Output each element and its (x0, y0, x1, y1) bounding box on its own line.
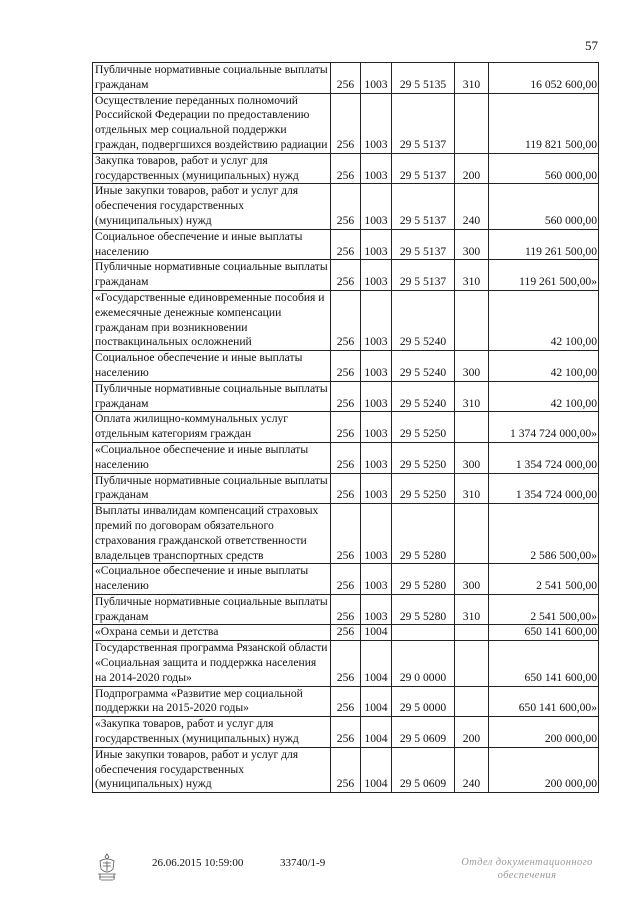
expense-type-cell (455, 641, 489, 686)
table-row (93, 717, 599, 748)
expense-type-cell: 310 (455, 594, 489, 625)
amount-cell: 1 374 724 000,00» (489, 412, 599, 443)
target-article-cell: 29 5 0609 (392, 747, 455, 792)
department-code-cell: 256 (331, 473, 361, 504)
expense-type-cell: 240 (455, 747, 489, 792)
item-name-cell: Публичные нормативные социальные выплаты гражданам (93, 473, 331, 504)
item-name-cell: «Закупка товаров, работ и услуг для государственных (муниципальных) нужд (93, 717, 331, 748)
section-code-cell: 1003 (361, 504, 392, 564)
target-article-cell: 29 5 5240 (392, 351, 455, 382)
amount-cell: 560 000,00 (489, 153, 599, 184)
section-code-cell: 1004 (361, 686, 392, 717)
section-code-cell: 1003 (361, 153, 392, 184)
table-row (93, 184, 599, 229)
amount-cell: 200 000,00 (489, 747, 599, 792)
stamp-line-2: обеспечения (497, 870, 557, 881)
table-row (93, 641, 599, 686)
target-article-cell: 29 5 5137 (392, 153, 455, 184)
table-row (93, 564, 599, 595)
amount-cell: 2 541 500,00 (489, 564, 599, 595)
item-name-cell: Осуществление переданных полномочий Российской Федерации по предоставлению отдельных мер социальной поддержки граждан, подвергшихся воздействию радиации (93, 93, 331, 153)
section-code-cell: 1003 (361, 351, 392, 382)
table-row (93, 290, 599, 350)
department-code-cell: 256 (331, 412, 361, 443)
expense-type-cell: 200 (455, 153, 489, 184)
department-code-cell: 256 (331, 504, 361, 564)
amount-cell: 1 354 724 000,00 (489, 442, 599, 473)
item-name-cell: Оплата жилищно-коммунальных услуг отдельным категориям граждан (93, 412, 331, 443)
expense-type-cell: 300 (455, 442, 489, 473)
expense-type-cell (455, 412, 489, 443)
table-row (93, 473, 599, 504)
department-code-cell: 256 (331, 594, 361, 625)
expense-type-cell: 310 (455, 381, 489, 412)
table-row (93, 747, 599, 792)
department-code-cell: 256 (331, 641, 361, 686)
item-name-cell: Публичные нормативные социальные выплаты гражданам (93, 63, 331, 94)
coat-of-arms-icon (96, 852, 118, 882)
section-code-cell: 1003 (361, 260, 392, 291)
table-row (93, 153, 599, 184)
expense-type-cell: 300 (455, 564, 489, 595)
department-code-cell: 256 (331, 717, 361, 748)
target-article-cell (392, 625, 455, 641)
target-article-cell: 29 5 5280 (392, 594, 455, 625)
expense-type-cell (455, 290, 489, 350)
amount-cell: 119 261 500,00 (489, 229, 599, 260)
department-code-cell: 256 (331, 260, 361, 291)
footer-datetime: 26.06.2015 10:59:00 (152, 857, 244, 869)
expense-type-cell: 300 (455, 229, 489, 260)
amount-cell: 650 141 600,00» (489, 686, 599, 717)
department-code-cell: 256 (331, 229, 361, 260)
item-name-cell: «Социальное обеспечение и иные выплаты населению (93, 564, 331, 595)
item-name-cell: Подпрограмма «Развитие мер социальной поддержки на 2015-2020 годы» (93, 686, 331, 717)
section-code-cell: 1003 (361, 63, 392, 94)
expense-type-cell (455, 504, 489, 564)
footer (0, 854, 640, 894)
target-article-cell: 29 5 5135 (392, 63, 455, 94)
amount-cell: 119 821 500,00 (489, 93, 599, 153)
item-name-cell: Публичные нормативные социальные выплаты гражданам (93, 381, 331, 412)
target-article-cell: 29 5 5250 (392, 412, 455, 443)
amount-cell: 650 141 600,00 (489, 641, 599, 686)
amount-cell: 1 354 724 000,00 (489, 473, 599, 504)
target-article-cell: 29 5 5250 (392, 473, 455, 504)
target-article-cell: 29 5 0000 (392, 686, 455, 717)
department-code-cell: 256 (331, 747, 361, 792)
department-code-cell: 256 (331, 625, 361, 641)
table-row (93, 381, 599, 412)
table-row (93, 260, 599, 291)
expense-type-cell: 300 (455, 351, 489, 382)
table-row (93, 412, 599, 443)
table-row (93, 93, 599, 153)
budget-table-body (93, 63, 599, 793)
amount-cell: 200 000,00 (489, 717, 599, 748)
item-name-cell: Социальное обеспечение и иные выплаты населению (93, 229, 331, 260)
page-number: 57 (585, 38, 598, 53)
expense-type-cell: 240 (455, 184, 489, 229)
section-code-cell: 1003 (361, 442, 392, 473)
target-article-cell: 29 5 5137 (392, 229, 455, 260)
section-code-cell: 1004 (361, 717, 392, 748)
amount-cell: 42 100,00 (489, 290, 599, 350)
section-code-cell: 1004 (361, 747, 392, 792)
section-code-cell: 1003 (361, 184, 392, 229)
amount-cell: 2 586 500,00» (489, 504, 599, 564)
stamp-line-1: Отдел документационного (461, 857, 593, 868)
expense-type-cell (455, 686, 489, 717)
item-name-cell: Публичные нормативные социальные выплаты гражданам (93, 260, 331, 291)
department-code-cell: 256 (331, 564, 361, 595)
section-code-cell: 1003 (361, 564, 392, 595)
department-code-cell: 256 (331, 290, 361, 350)
table-row (93, 625, 599, 641)
section-code-cell: 1004 (361, 641, 392, 686)
item-name-cell: Иные закупки товаров, работ и услуг для обеспечения государственных (муниципальных) нужд (93, 184, 331, 229)
section-code-cell: 1003 (361, 93, 392, 153)
amount-cell: 560 000,00 (489, 184, 599, 229)
footer-document-code: 33740/1-9 (280, 857, 326, 869)
department-code-cell: 256 (331, 351, 361, 382)
target-article-cell: 29 5 5280 (392, 504, 455, 564)
item-name-cell: «Социальное обеспечение и иные выплаты населению (93, 442, 331, 473)
table-row (93, 442, 599, 473)
section-code-cell: 1003 (361, 381, 392, 412)
expense-type-cell: 310 (455, 260, 489, 291)
expense-type-cell: 310 (455, 63, 489, 94)
table-row (93, 351, 599, 382)
amount-cell: 2 541 500,00» (489, 594, 599, 625)
item-name-cell: Закупка товаров, работ и услуг для государственных (муниципальных) нужд (93, 153, 331, 184)
expense-type-cell: 200 (455, 717, 489, 748)
target-article-cell: 29 5 0609 (392, 717, 455, 748)
expense-type-cell (455, 625, 489, 641)
amount-cell: 42 100,00 (489, 381, 599, 412)
section-code-cell: 1003 (361, 412, 392, 443)
budget-table (92, 62, 599, 793)
target-article-cell: 29 0 0000 (392, 641, 455, 686)
target-article-cell: 29 5 5137 (392, 93, 455, 153)
target-article-cell: 29 5 5240 (392, 381, 455, 412)
target-article-cell: 29 5 5137 (392, 184, 455, 229)
amount-cell: 42 100,00 (489, 351, 599, 382)
department-code-cell: 256 (331, 686, 361, 717)
table-row (93, 686, 599, 717)
amount-cell: 16 052 600,00 (489, 63, 599, 94)
department-code-cell: 256 (331, 153, 361, 184)
section-code-cell: 1003 (361, 594, 392, 625)
section-code-cell: 1003 (361, 229, 392, 260)
department-code-cell: 256 (331, 63, 361, 94)
item-name-cell: Социальное обеспечение и иные выплаты населению (93, 351, 331, 382)
department-code-cell: 256 (331, 93, 361, 153)
expense-type-cell: 310 (455, 473, 489, 504)
item-name-cell: Выплаты инвалидам компенсаций страховых премий по договорам обязательного страхования гражданской ответственности владельцев транспортных средств (93, 504, 331, 564)
item-name-cell: Иные закупки товаров, работ и услуг для обеспечения государственных (муниципальных) нужд (93, 747, 331, 792)
item-name-cell: «Государственные единовременные пособия и ежемесячные денежные компенсации гражданам при возникновении поствакцинальных осложнений (93, 290, 331, 350)
section-code-cell: 1004 (361, 625, 392, 641)
item-name-cell: Публичные нормативные социальные выплаты гражданам (93, 594, 331, 625)
target-article-cell: 29 5 5137 (392, 260, 455, 291)
department-code-cell: 256 (331, 442, 361, 473)
expense-type-cell (455, 93, 489, 153)
item-name-cell: Государственная программа Рязанской области «Социальная защита и поддержка населения на 2014-2020 годы» (93, 641, 331, 686)
section-code-cell: 1003 (361, 290, 392, 350)
section-code-cell: 1003 (361, 473, 392, 504)
target-article-cell: 29 5 5280 (392, 564, 455, 595)
department-code-cell: 256 (331, 184, 361, 229)
item-name-cell: «Охрана семьи и детства (93, 625, 331, 641)
table-row (93, 229, 599, 260)
target-article-cell: 29 5 5240 (392, 290, 455, 350)
table-row (93, 594, 599, 625)
department-code-cell: 256 (331, 381, 361, 412)
target-article-cell: 29 5 5250 (392, 442, 455, 473)
amount-cell: 119 261 500,00» (489, 260, 599, 291)
table-row (93, 504, 599, 564)
amount-cell: 650 141 600,00 (489, 625, 599, 641)
department-stamp (452, 856, 602, 882)
table-row (93, 63, 599, 94)
